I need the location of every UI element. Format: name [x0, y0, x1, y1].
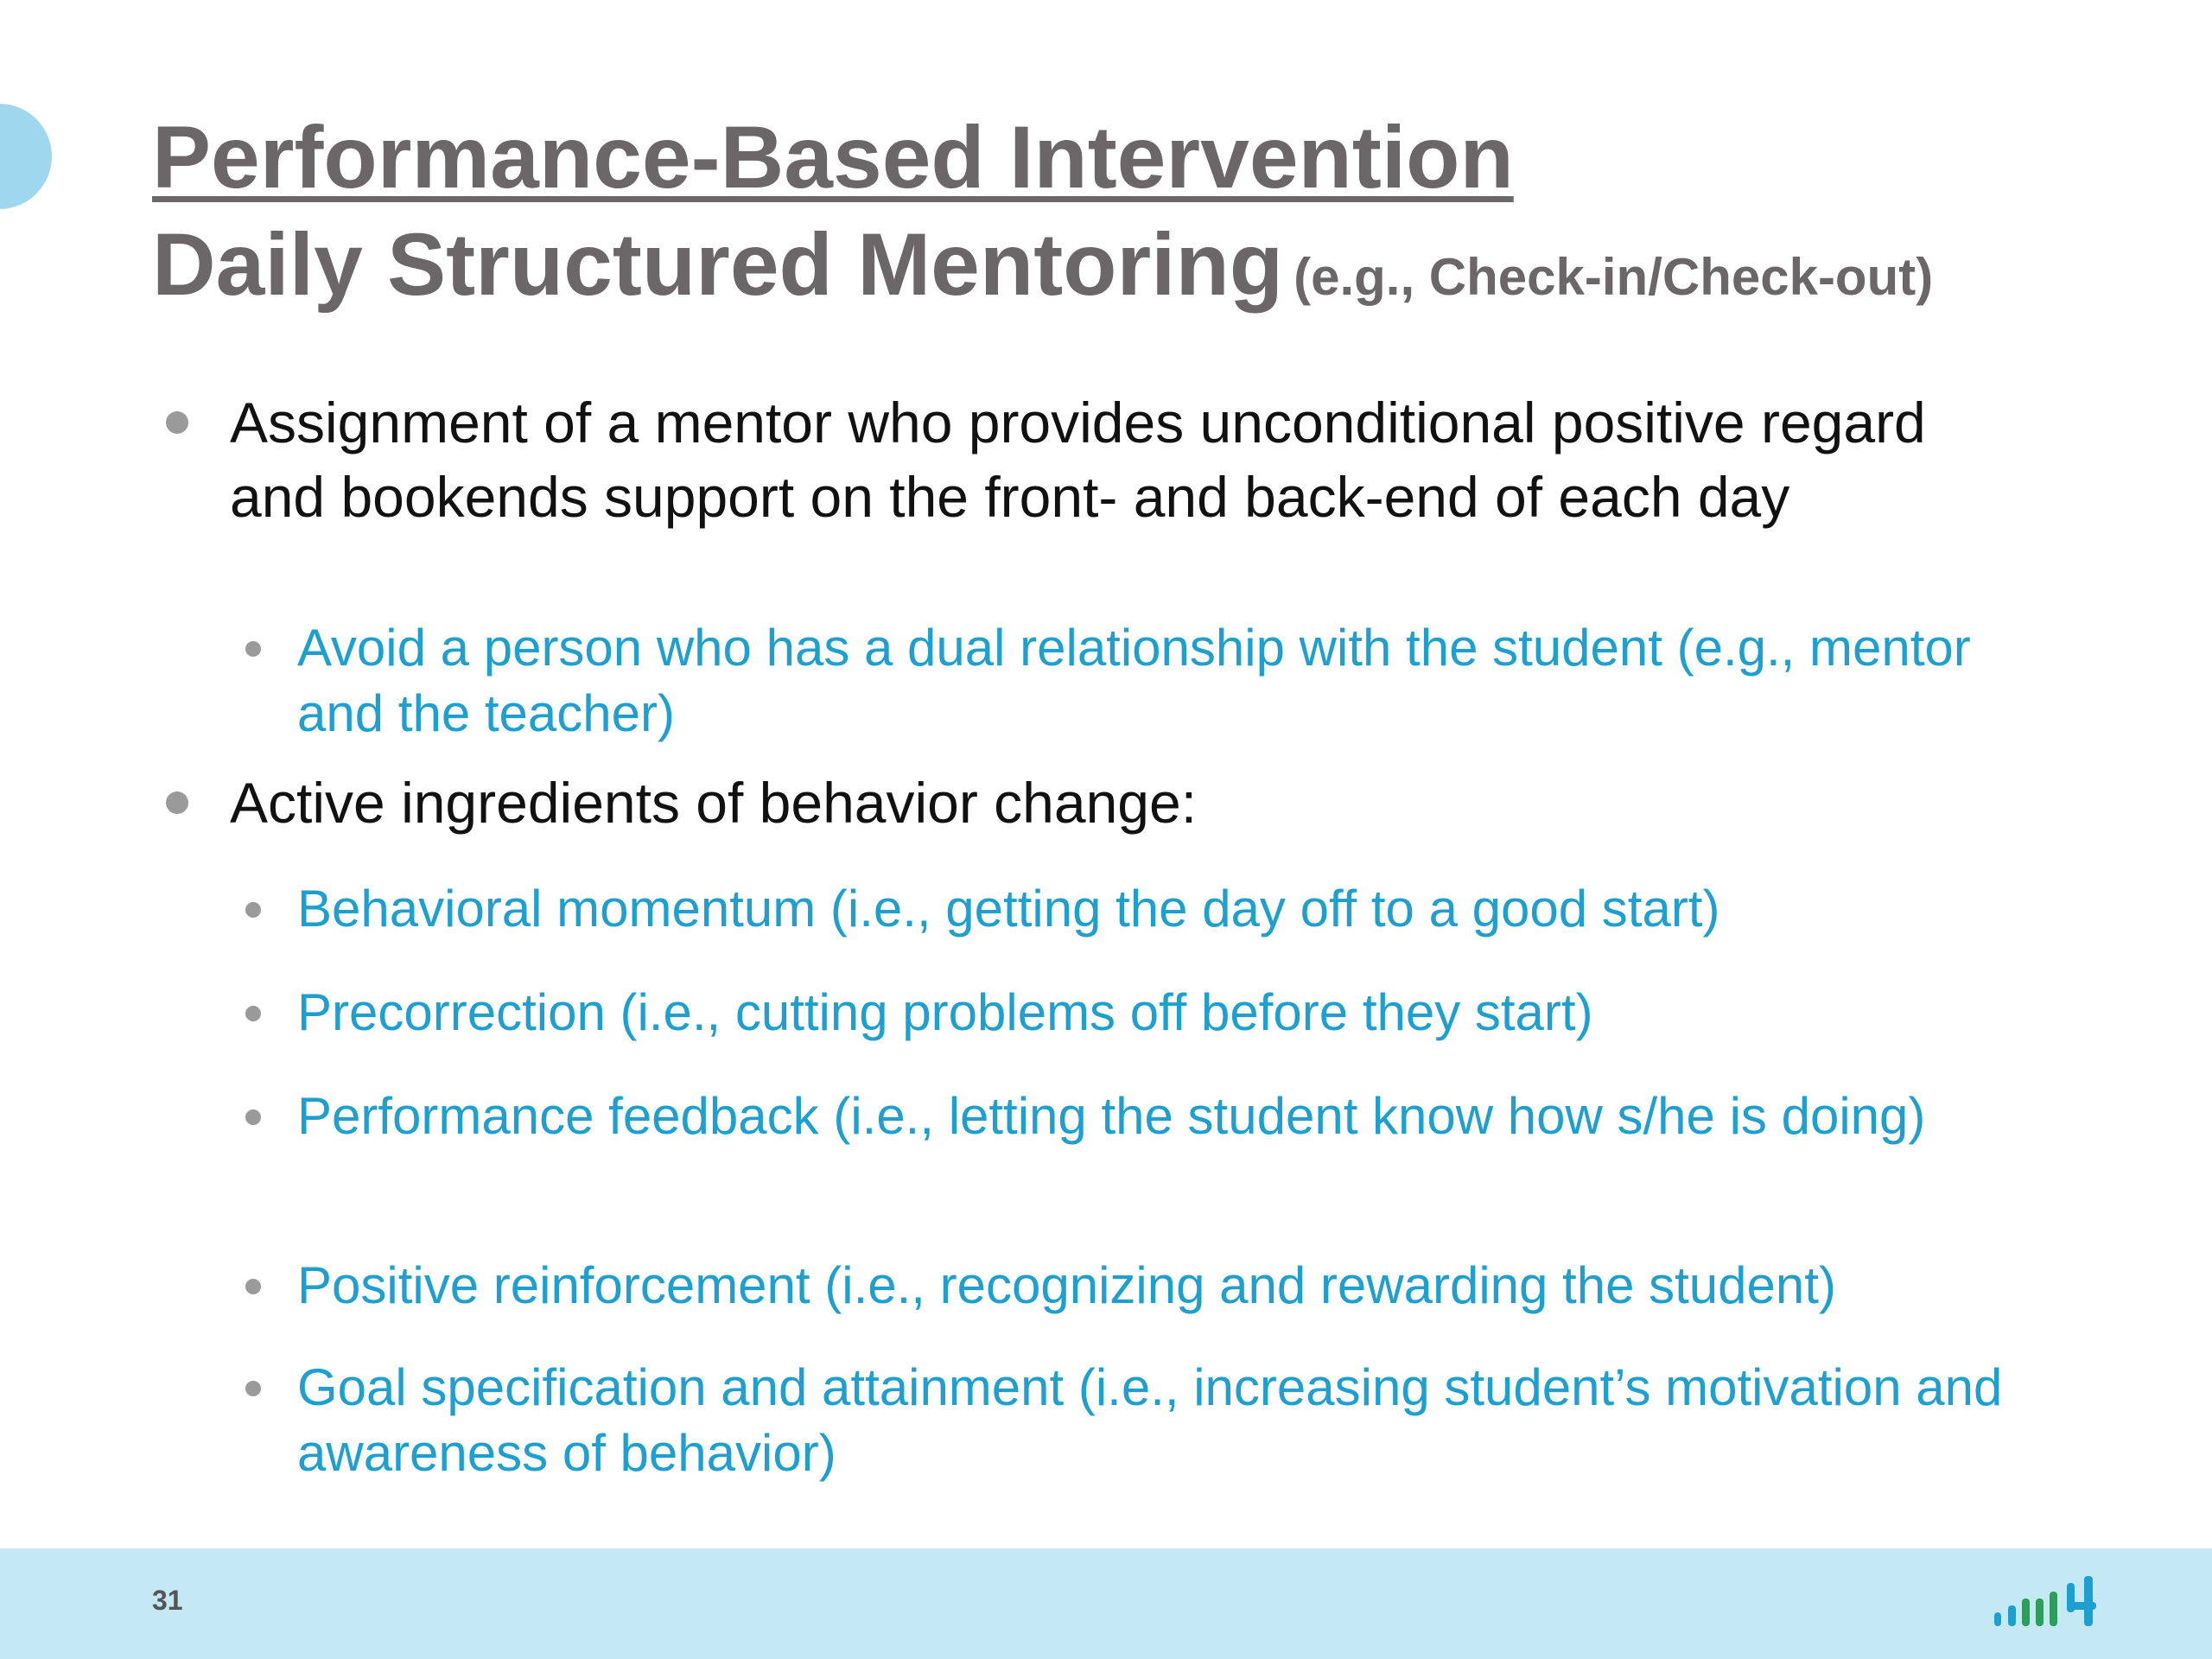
slide-title: Performance-Based Intervention [152, 108, 1514, 207]
sub-bullet-text: Goal specification and attainment (i.e., increasing student’s motivation and awareness of behavior) [297, 1358, 2003, 1482]
sub-bullet-text: Positive reinforcement (i.e., recognizing and rewarding the student) [297, 1256, 1836, 1314]
subtitle-note: (e.g., Check-in/Check-out) [1294, 248, 1934, 306]
bullet-text: Assignment of a mentor who provides unconditional positive regard and bookends support on the front- and back-end of each day [230, 391, 1926, 529]
page-number: 31 [152, 1585, 183, 1616]
sub-bullet-icon [245, 1279, 261, 1294]
bullet-text: Active ingredients of behavior change: [230, 771, 1198, 835]
sub-bullet-icon [245, 641, 261, 657]
sub-bullet-item [297, 1084, 2025, 1149]
subtitle-text: Daily Structured Mentoring [152, 215, 1284, 314]
sub-bullet-item [297, 615, 2025, 747]
sub-bullet-icon [245, 1381, 261, 1396]
sub-bullet-icon [245, 902, 261, 918]
sub-bullet-icon [245, 1006, 261, 1021]
sub-bullet-item [297, 876, 2025, 942]
sub-bullet-icon [245, 1109, 261, 1125]
sub-bullet-item [297, 1253, 2025, 1319]
bar-chart-logo-icon [1987, 1567, 2108, 1637]
footer-band [0, 1548, 2212, 1659]
sub-bullet-item [297, 980, 2025, 1046]
bullet-item [230, 766, 2036, 840]
sub-bullet-text: Performance feedback (i.e., letting the student know how s/he is doing) [297, 1087, 1926, 1145]
sub-bullet-text: Avoid a person who has a dual relationship with the student (e.g., mentor and the teacher) [297, 619, 1971, 742]
bullet-icon [166, 791, 188, 814]
sub-bullet-item [297, 1355, 2025, 1486]
sub-bullet-text: Precorrection (i.e., cutting problems off before they start) [297, 983, 1593, 1041]
bullet-icon [166, 411, 188, 434]
sub-bullet-text: Behavioral momentum (i.e., getting the day off to a good start) [297, 880, 1720, 938]
bullet-item [230, 385, 2036, 534]
